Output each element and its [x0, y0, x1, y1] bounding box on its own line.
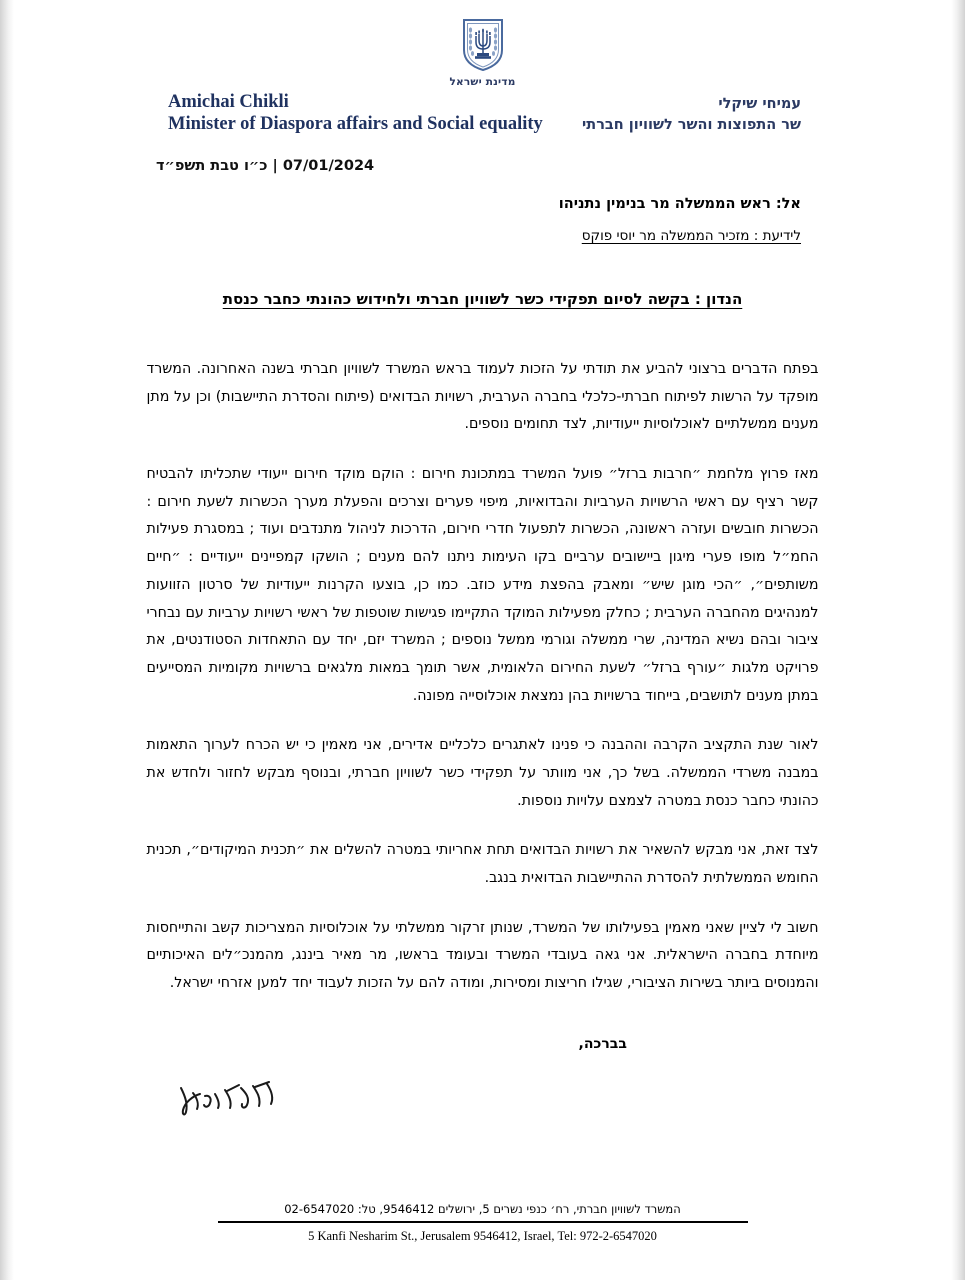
- letterhead-english: [168, 92, 543, 136]
- letterhead-hebrew: [582, 94, 801, 136]
- body-paragraph: לאור שנת התקציב הקרבה וההבנה כי פנינו לאתגרים כלכליים אדירים, אני מאמין כי יש הכרח לערוך התאמות במבנה משרדי הממשלה. בשל כך, אני מוותר על תפקידי כשר לשוויון חברתי, ובנוסף מבקש לחזור ולחדש את כהונתי כחבר כנסת במטרה לצמצם עלויות נוספות.: [146, 737, 819, 809]
- recipients-block: [14, 196, 951, 244]
- subject-line: הנדון : בקשה לסיום תפקידי כשר לשוויון חברתי ולחידוש כהונתי כחבר כנסת: [222, 290, 743, 308]
- body-paragraph: מאז פרוץ מלחמת ״חרבות ברזל״ פועל המשרד במתכונת חירום : הוקם מוקד חירום ייעודי שתכליתו להבטיח קשר רציף עם ראשי הרשויות הערביות והבדואיות, מיפוי פערים וצרכים והפעלת מערך הכשרות לשעת חירום : הכשרות חובשים ועזרה ראשונה, הכשרות לתפעול חדרי חירום, הדרכות לניהול מתנדבים ועוד ; במסגרת פעילות החמ״ל מופו פערי מיגון ביישובים ערביים בקו העימות ניתנו להם מענים ; הושקו קמפיינים ייעודיים : ״חיים משותפים״, ״הכי מוגן שיש״ ומאבק בהפצת מידע כוזב. כמו כן, בוצעו הקרנות ייעודיות של סרטון הזוועות למנהיגים מהחברה הערבית ; כחלק מפעילות המוקד התקיימו פגישות שוטפות של ראשי רשויות ערביות עם נבחרי ציבור ובהם נשיא המדינה, שרי ממשלה וגורמי ממשל נוספים ; המשרד יזם, יחד עם התאחדות הסטודנטים, את פרויקט מלגות ״עורף ברזל״ לשעת החירום הלאומית, אשר תומך במאות מלגאים ברשויות מקומיות המסייעים במתן מענים לתושבים, בייחוד ברשויות בהן נמצאת אוכלוסייה מפונה.: [146, 466, 819, 704]
- state-emblem-block: [14, 0, 951, 88]
- body-paragraph: לצד זאת, אני מבקש להשאיר את רשויות הבדואים תחת אחריותי במטרה להשלים את ״תכנית המיקודים״, תכנית החומש הממשלתית להסדרת ההתיישבות הבדואית בנגב.: [146, 842, 819, 886]
- minister-name-english: Amichai Chikli: [168, 92, 289, 112]
- body-paragraph: חשוב לי לציין שאני מאמין בפעילותו של המשרד, שנותן זרקור ממשלתי על אוכלוסיות המצריכות קשב והתייחסות מיוחדת בחברה הישראלית. אני גאה בעובדי המשרד ובעומד בראשו, מר מאיר ביננג, מהמנכ״לים האיכותיים והמנוסים ביותר בשירות הציבורי, שגילו חריצות ומסירות, ומודה להם על הזכות לעבוד יחד למען אזרחי ישראל.: [146, 919, 819, 992]
- footer-divider: [218, 1221, 748, 1223]
- page-left-edge-shadow: [0, 0, 14, 1280]
- handwritten-signature-icon: [167, 1074, 287, 1122]
- page-right-edge-shadow: [951, 0, 965, 1280]
- minister-name-hebrew: עמיחי שיקלי: [718, 96, 801, 112]
- signature-block: [167, 1074, 819, 1126]
- minister-role-english: Minister of Diaspora affairs and Social equality: [168, 113, 543, 134]
- letter-page: [14, 0, 951, 1280]
- closing-salutation: בברכה,: [578, 1035, 627, 1052]
- israel-state-emblem-icon: [460, 17, 506, 73]
- body-paragraph: בפתח הדברים ברצוני להביע את תודתי על הזכות לעמוד בראש המשרד לשוויון חברתי בשנה האחרונה. המשרד מופקד על הרשות לפיתוח חברתי-כלכלי בחברה הערבית, רשויות הבדואים (פיתוח והסדרת התיישבות) וכן על מתן מענים ממשלתיים לאוכלוסיות ייעודיות, לצד תחומים נוספים.: [146, 361, 819, 433]
- emblem-caption: מדינת ישראל: [449, 76, 516, 88]
- closing-block: [147, 1036, 819, 1126]
- letter-date: 07/01/2024 | כ״ו טבת תשפ״ד: [156, 158, 375, 174]
- addressee-line: אל: ראש הממשלה מר בנימין נתניהו: [558, 196, 801, 212]
- letterhead: [14, 92, 951, 144]
- cc-line: לידיעת : מזכיר הממשלה מר יוסי פוקס: [581, 228, 801, 244]
- minister-role-hebrew: שר התפוצות והשר לשוויון חברתי: [582, 117, 801, 134]
- footer-address-hebrew: המשרד לשוויון חברתי, רח׳ כנפי נשרים 5, ירושלים 9546412, טל: 02-6547020: [284, 1202, 681, 1216]
- footer-address-english: 5 Kanfi Nesharim St., Jerusalem 9546412, Israel, Tel: 972-2-6547020: [308, 1229, 657, 1243]
- letter-body: [147, 356, 819, 998]
- page-footer: [14, 1202, 951, 1244]
